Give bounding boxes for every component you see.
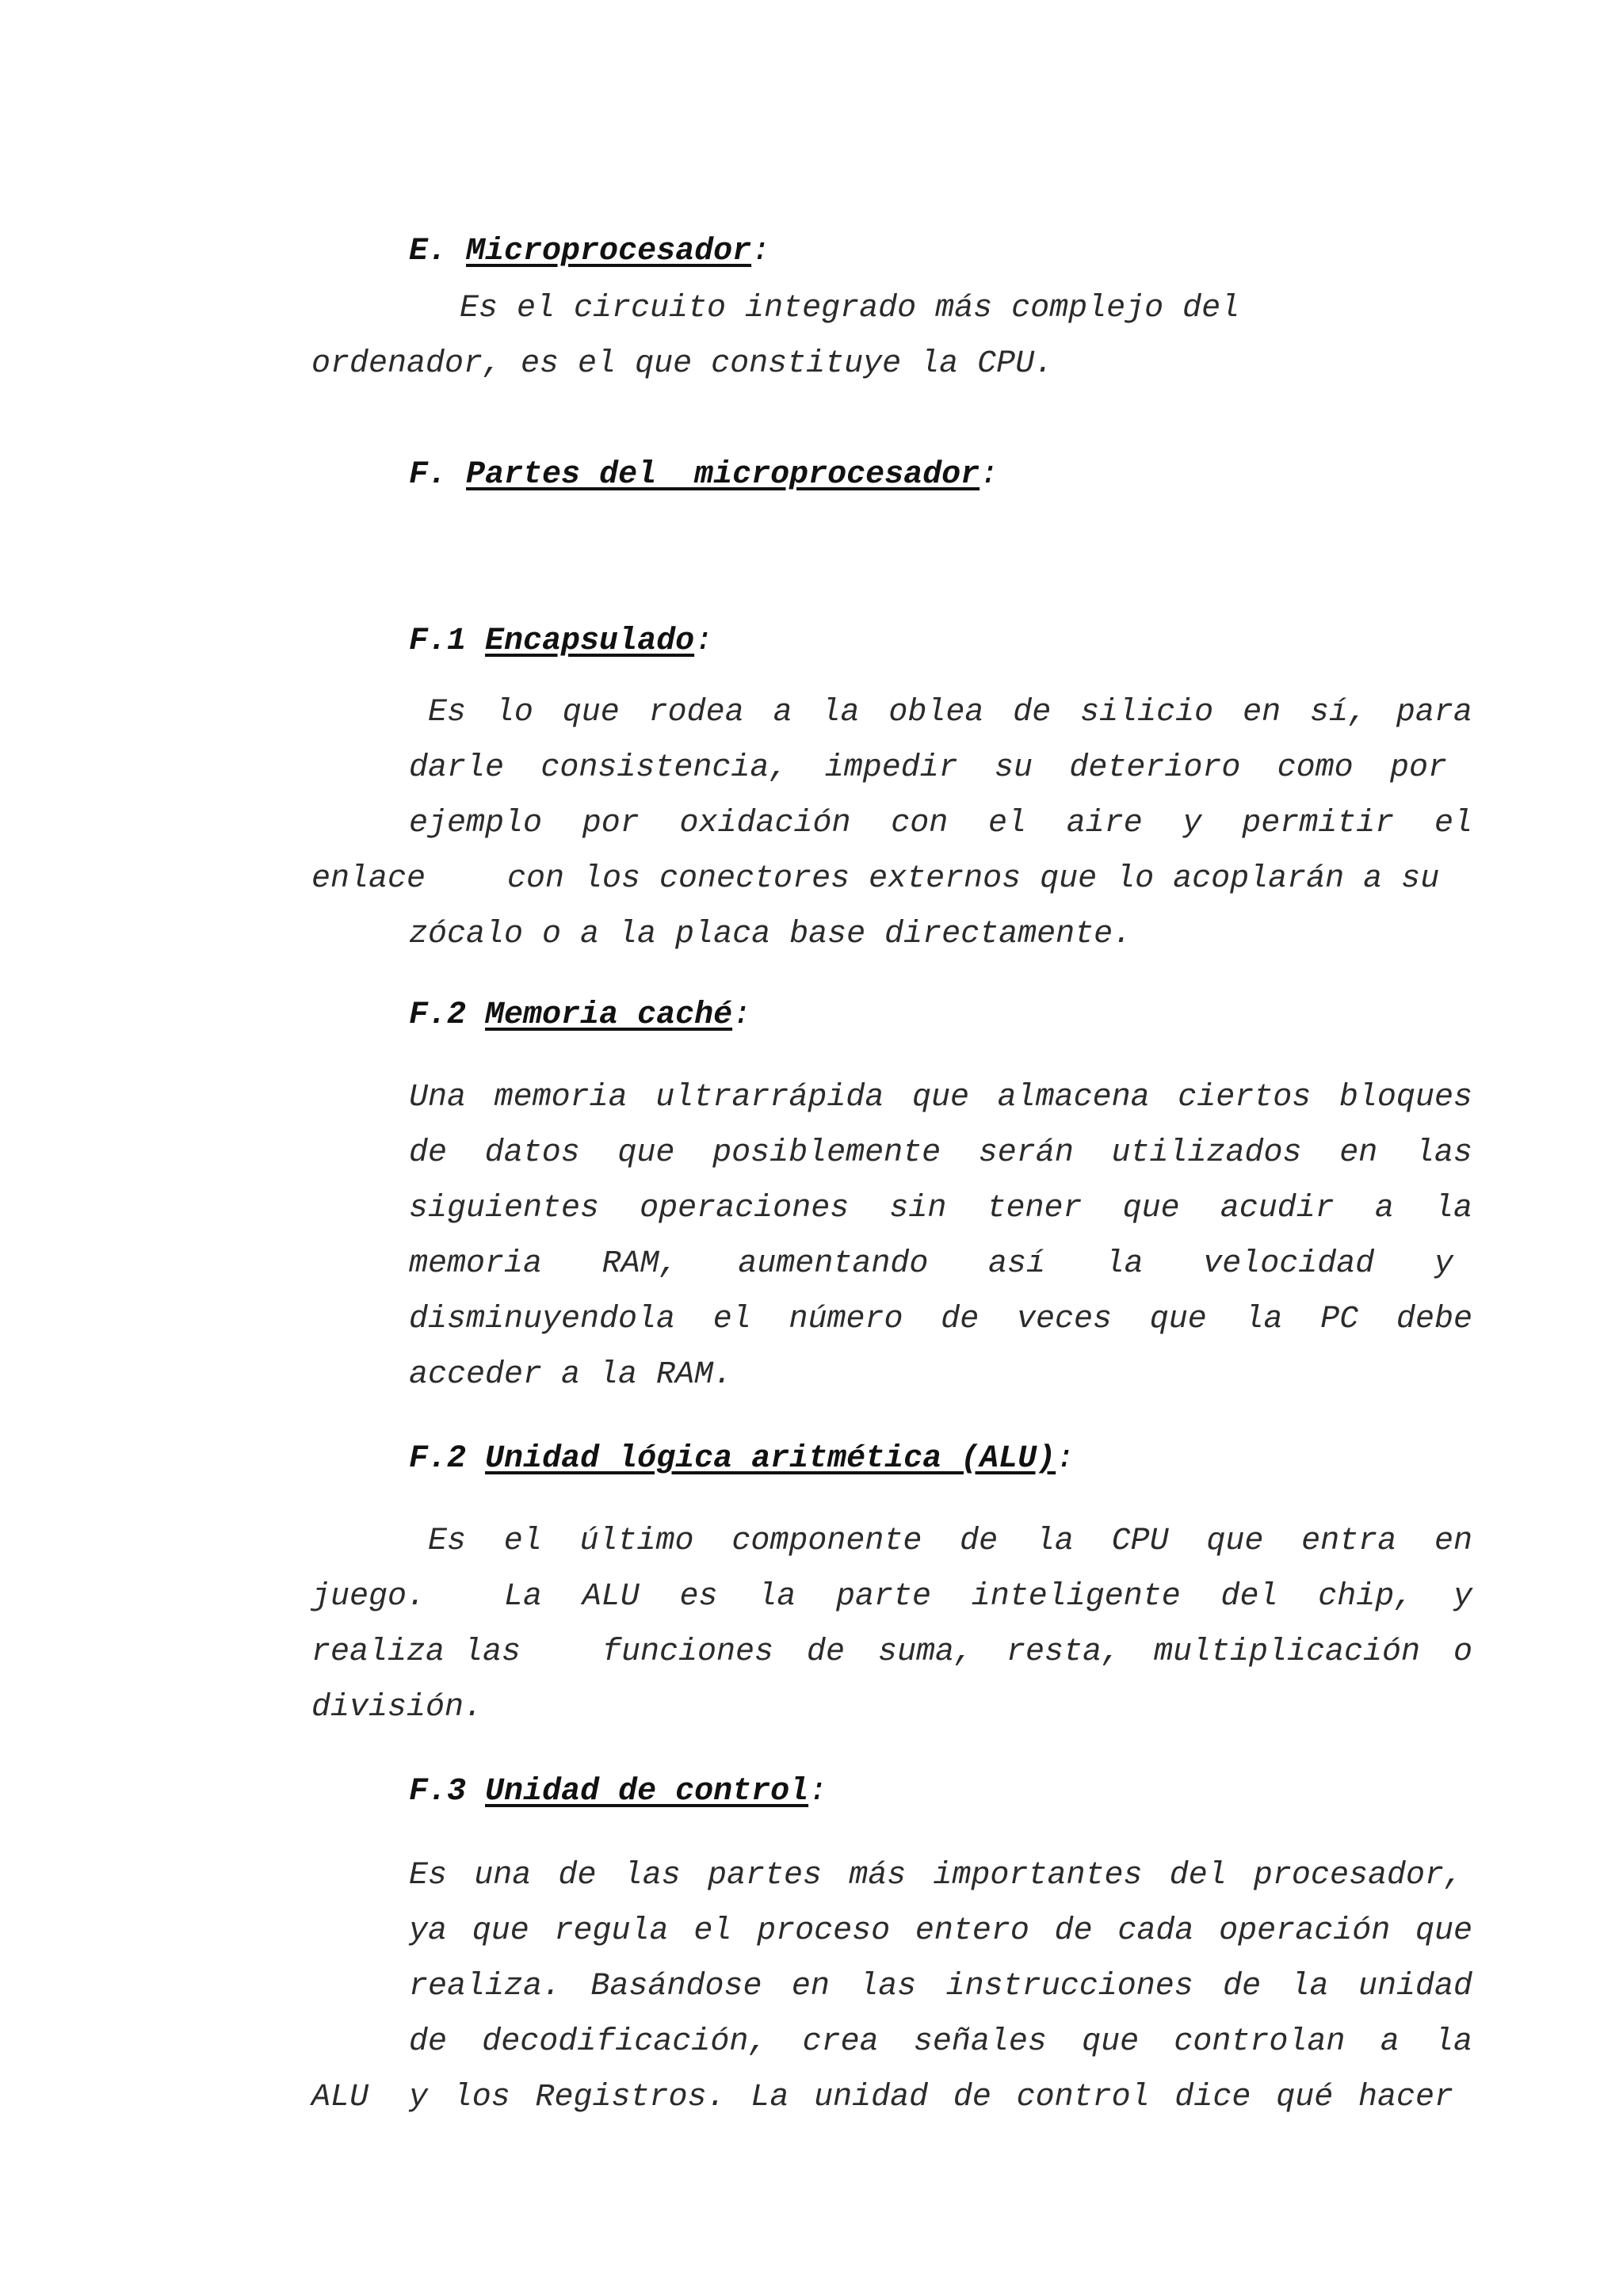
- paragraph-line: Es una de las partes más importantes del procesador,: [409, 1858, 1463, 1894]
- paragraph-line: de datos que posiblemente serán utilizados en las: [409, 1135, 1472, 1171]
- paragraph-line: memoria RAM, aumentando así la velocidad y: [409, 1246, 1453, 1282]
- paragraph-line: ALU: [311, 2080, 369, 2115]
- paragraph-line: con los conectores externos que lo acoplarán a su: [507, 861, 1440, 897]
- heading-alu: [409, 1440, 1075, 1478]
- heading-title: Unidad de control: [485, 1774, 809, 1810]
- paragraph-line: siguientes operaciones sin tener que acudir a la: [409, 1191, 1472, 1226]
- heading-number: F.3: [409, 1774, 467, 1810]
- paragraph-line: Es el circuito integrado más complejo del: [460, 291, 1240, 326]
- heading-colon: :: [1056, 1441, 1075, 1477]
- heading-number: F.1: [409, 624, 467, 659]
- paragraph-line: enlace: [311, 861, 426, 897]
- heading-number: F.2: [409, 997, 467, 1033]
- paragraph-line: ejemplo por oxidación con el aire y permitir el: [409, 806, 1472, 841]
- heading-colon: :: [694, 624, 714, 659]
- paragraph-line: Es el último componente de la CPU que entra en: [428, 1524, 1472, 1559]
- paragraph-line: ordenador, es el que constituye la CPU.: [311, 346, 1054, 382]
- paragraph-line: acceder a la RAM.: [409, 1357, 733, 1393]
- paragraph-line: realiza. Basándose en las instrucciones de la unidad: [409, 1969, 1472, 2004]
- paragraph-line: darle consistencia, impedir su deterioro como por: [409, 750, 1447, 786]
- heading-colon: :: [980, 457, 999, 493]
- paragraph-line: zócalo o a la placa base directamente.: [409, 917, 1132, 952]
- heading-encapsulado: [409, 623, 713, 661]
- heading-title: Microprocesador: [466, 234, 752, 269]
- paragraph-line: La ALU es la parte inteligente del chip, y: [504, 1579, 1472, 1615]
- heading-letter: F.: [409, 457, 448, 493]
- paragraph-line: división.: [311, 1690, 483, 1726]
- paragraph-line: ya que regula el proceso entero de cada operación que: [409, 1913, 1472, 1949]
- paragraph-line: Una memoria ultrarrápida que almacena ciertos bloques: [409, 1080, 1472, 1116]
- heading-title: Unidad lógica aritmética (ALU): [485, 1441, 1056, 1477]
- heading-title: Encapsulado: [485, 624, 695, 659]
- heading-title: Memoria caché: [485, 997, 733, 1033]
- paragraph-line: y los Registros. La unidad de control dice qué hacer: [409, 2080, 1453, 2115]
- paragraph-line: Es lo que rodea a la oblea de silicio en sí, para: [428, 695, 1472, 730]
- paragraph-line: realiza las: [311, 1634, 521, 1670]
- paragraph-line: disminuyendola el número de veces que la PC debe: [409, 1302, 1472, 1337]
- heading-memoria-cache: [409, 997, 751, 1035]
- heading-unidad-control: [409, 1773, 827, 1811]
- heading-title: Partes del microprocesador: [466, 457, 980, 493]
- heading-colon: :: [732, 997, 752, 1033]
- heading-microprocesador: [409, 233, 770, 271]
- heading-colon: :: [751, 234, 771, 269]
- paragraph-line: funciones de suma, resta, multiplicación o: [602, 1634, 1472, 1670]
- heading-colon: :: [808, 1774, 828, 1810]
- heading-number: F.2: [409, 1441, 467, 1477]
- heading-partes-microprocesador: [409, 456, 999, 494]
- heading-letter: E.: [409, 234, 448, 269]
- paragraph-line: de decodificación, crea señales que controlan a la: [409, 2024, 1472, 2060]
- paragraph-line: juego.: [311, 1579, 426, 1615]
